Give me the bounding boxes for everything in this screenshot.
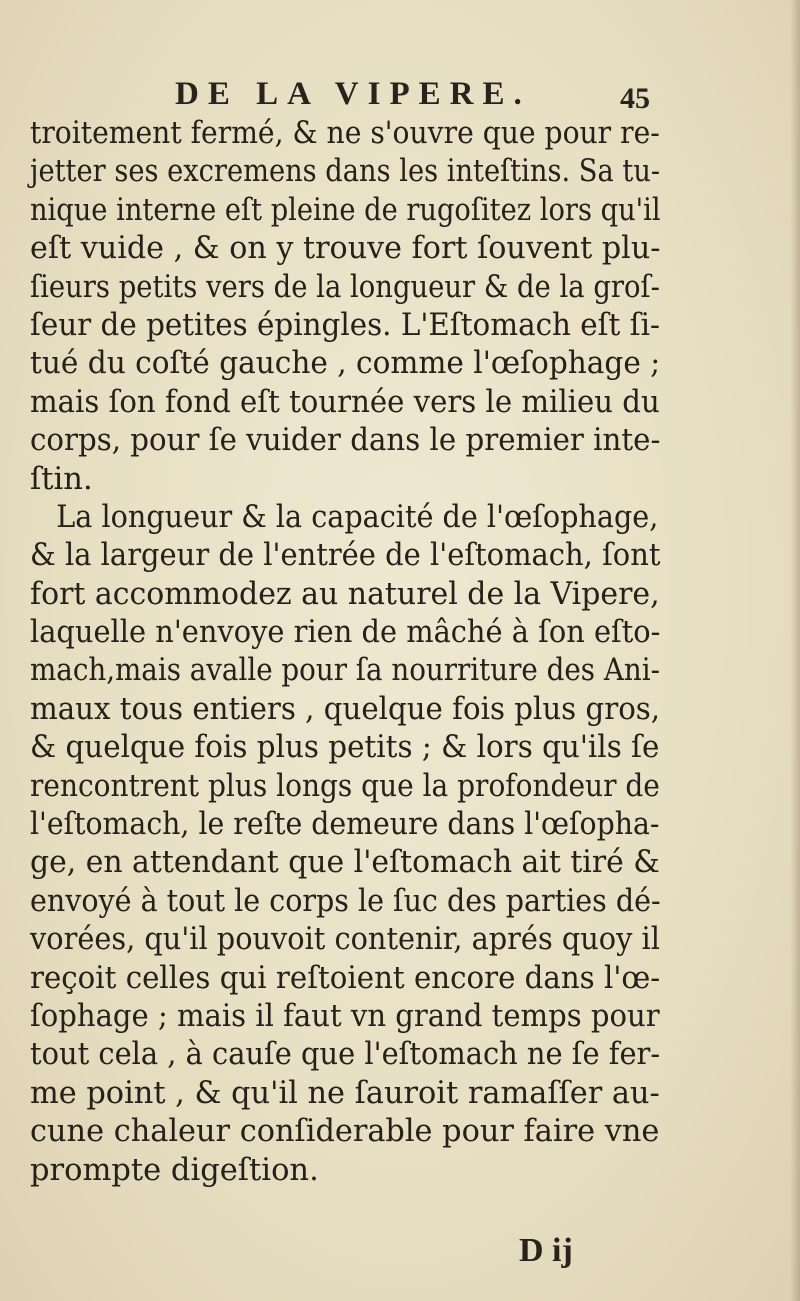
- text-line: fort accommodez au naturel de la Vipere,: [30, 576, 660, 612]
- text-line: mach,mais avalle pour ſa nourriture des Ani-: [30, 653, 660, 689]
- page-edge-shadow: [790, 0, 800, 1301]
- text-line: troitement fermé, & ne s'ouvre que pour re-: [30, 116, 660, 151]
- text-line: rencontrent plus longs que la profondeur de: [30, 768, 660, 804]
- text-line: cune chaleur conſiderable pour faire vne: [30, 1114, 660, 1150]
- page-header: [0, 70, 800, 120]
- text-line: laquelle n'envoye rien de mâché à ſon eſto-: [30, 615, 661, 651]
- text-line: ſieurs petits vers de la longueur & de la groſ-: [30, 269, 660, 305]
- text-line: eſt vuide , & on y trouve fort ſouvent plu-: [30, 231, 661, 267]
- text-line: mais ſon fond eſt tournée vers le milieu du: [30, 384, 660, 420]
- text-line: & quelque fois plus petits ; & lors qu'ils ſe: [30, 730, 660, 766]
- body-text: [30, 115, 660, 1190]
- text-line: ſophage ; mais il faut vn grand temps pour: [30, 998, 660, 1034]
- running-title: DE LA VIPERE.: [175, 76, 531, 112]
- text-line: l'eſtomach, le reſte demeure dans l'œſopha-: [30, 807, 660, 843]
- paragraph-start-line: La longueur & la capacité de l'œſophage,: [56, 499, 659, 535]
- text-line: me point , & qu'il ne ſauroit ramaſſer au-: [30, 1075, 660, 1111]
- text-line: ſeur de petites épingles. L'Eſtomach eſt ſi-: [30, 307, 660, 343]
- text-line: vorées, qu'il pouvoit contenir, aprés quoy il: [30, 922, 660, 958]
- signature-mark: D ij: [519, 1232, 573, 1269]
- page-number: 45: [620, 82, 650, 115]
- text-line: prompte digeſtion.: [30, 1152, 319, 1188]
- text-line: tout cela , à cauſe que l'eſtomach ne ſe fer-: [30, 1037, 661, 1073]
- text-line: nique interne eſt pleine de rugoſitez lors qu'il: [30, 192, 661, 228]
- text-line: & la largeur de l'entrée de l'eſtomach, ſont: [30, 538, 661, 574]
- text-line: jetter ses excremens dans les inteſtins. Sa tu-: [30, 154, 661, 190]
- text-line: maux tous entiers , quelque fois plus gros,: [30, 691, 661, 727]
- text-line: envoyé à tout le corps le ſuc des parties dé-: [30, 883, 661, 919]
- text-line: tué du coſté gauche , comme l'œſophage ;: [30, 346, 661, 382]
- text-line: reçoit celles qui reſtoient encore dans l'œ-: [30, 960, 661, 996]
- text-line: ſtin.: [30, 461, 93, 497]
- text-line: corps, pour ſe vuider dans le premier inte-: [30, 423, 661, 459]
- text-line: ge, en attendant que l'eſtomach ait tiré &: [30, 845, 660, 881]
